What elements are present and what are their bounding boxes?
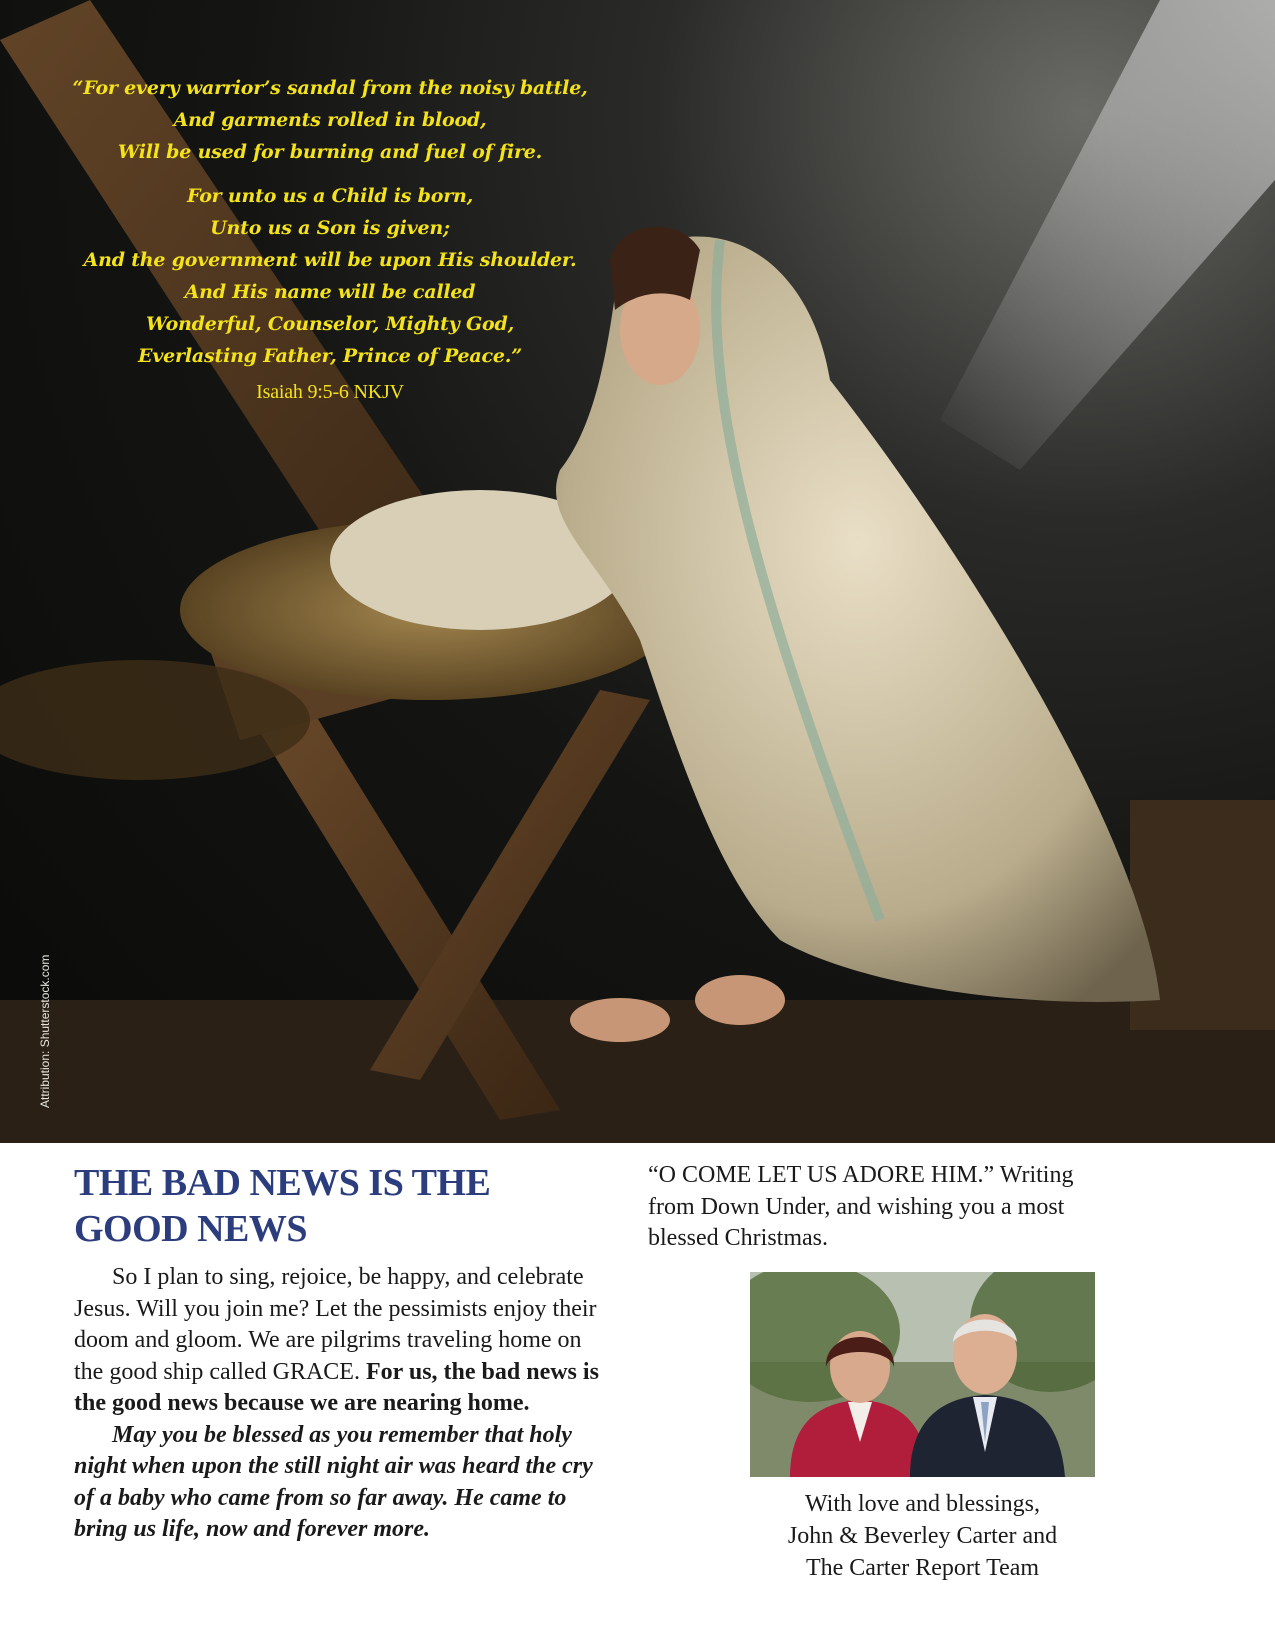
portrait-illustration — [750, 1272, 1095, 1477]
scripture-line: Wonderful, Counselor, Mighty God, — [145, 313, 515, 335]
signoff-line-1: With love and blessings, — [804, 1491, 1040, 1517]
heading-line-1: THE BAD NEWS IS THE — [74, 1162, 491, 1204]
signoff-line-2: John & Beverley Carter and — [787, 1523, 1058, 1549]
scripture-line: For unto us a Child is born, — [186, 185, 474, 207]
scripture-stanza-2 — [60, 180, 600, 408]
paragraph-1-text: So I plan to sing, rejoice, be happy, and celebrate Jesus. Will you join me? Let the pessimists enjoy their doom and gloom. We are pilgrims traveling home on the good ship called GRACE. — [74, 1264, 597, 1385]
article-paragraph-2: May you be blessed as you remember that holy night when upon the still night air was heard the cry of a baby who came from so far away. He came to bring us life, now and forever more. — [74, 1421, 593, 1542]
article-body-right — [648, 1160, 1118, 1255]
heading-line-2: GOOD NEWS — [74, 1208, 308, 1250]
article-heading — [74, 1160, 594, 1252]
photo-credit: Attribution: Shutterstock.com — [38, 954, 52, 1108]
scripture-citation: Isaiah 9:5-6 NKJV — [256, 381, 404, 403]
scripture-line: “For every warrior’s sandal from the noisy battle, — [72, 77, 588, 99]
signoff — [700, 1488, 1145, 1584]
scripture-quote — [60, 72, 600, 420]
adore-him-paragraph: “O COME LET US ADORE HIM.” Writing from Down Under, and wishing you a most blessed Christmas. — [648, 1162, 1074, 1251]
scripture-line: And His name will be called — [184, 281, 476, 303]
carter-couple-photo — [750, 1272, 1095, 1477]
scripture-line: Everlasting Father, Prince of Peace.” — [138, 345, 522, 367]
article-body-left — [74, 1262, 614, 1546]
scripture-line: And the government will be upon His shoulder. — [83, 249, 577, 271]
scripture-stanza-1 — [60, 72, 600, 168]
scripture-line: And garments rolled in blood, — [173, 109, 487, 131]
paragraph-1-emphasis: For us, the bad news is the good news because we are nearing home. — [74, 1358, 599, 1416]
scripture-line: Will be used for burning and fuel of fire. — [117, 141, 543, 163]
scripture-line: Unto us a Son is given; — [210, 217, 450, 239]
article-paragraph-1 — [74, 1262, 614, 1420]
signoff-line-3: The Carter Report Team — [805, 1555, 1040, 1581]
